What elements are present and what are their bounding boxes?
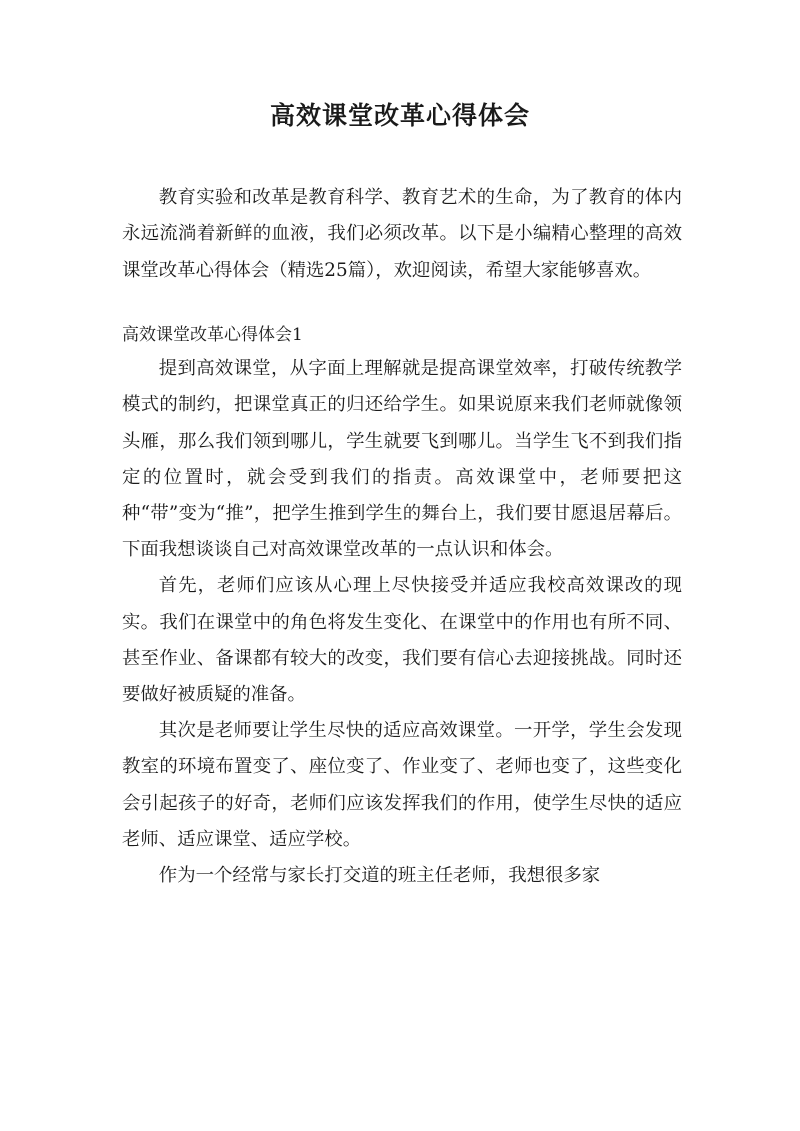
article-section-1 xyxy=(122,321,682,894)
body-paragraph-1: 提到高效课堂，从字面上理解就是提高课堂效率，打破传统教学模式的制约，把课堂真正的归还给学生。如果说原来我们老师就像领头雁，那么我们领到哪儿，学生就要飞到哪儿。当学生飞不到我们指定的位置时，就会受到我们的指责。高效课堂中，老师要把这种“带”变为“推”，把学生推到学生的舞台上，我们要甘愿退居幕后。下面我想谈谈自己对高效课堂改革的一点认识和体会。 xyxy=(122,358,682,561)
document-title: 高效课堂改革心得体会 xyxy=(269,101,530,130)
section-heading: 高效课堂改革心得体会1 xyxy=(122,325,303,346)
body-paragraph-4: 作为一个经常与家长打交道的班主任老师，我想很多家 xyxy=(158,865,601,887)
intro-paragraph: 教育实验和改革是教育科学、教育艺术的生命，为了教育的体内永远流淌着新鲜的血液，我们必须改革。以下是小编精心整理的高效课堂改革心得体会（精选25篇），欢迎阅读，希望大家能够喜欢。 xyxy=(122,187,682,281)
document-body xyxy=(122,180,682,894)
body-paragraph-2: 首先，老师们应该从心理上尽快接受并适应我校高效课改的现实。我们在课堂中的角色将发生变化、在课堂中的作用也有所不同、甚至作业、备课都有较大的改变，我们要有信心去迎接挑战。同时还要做好被质疑的准备。 xyxy=(122,575,682,706)
body-paragraph-3: 其次是老师要让学生尽快的适应高效课堂。一开学，学生会发现教室的环境布置变了、座位变了、作业变了、老师也变了，这些变化会引起孩子的好奇，老师们应该发挥我们的作用，使学生尽快的适应老师、适应课堂、适应学校。 xyxy=(122,720,682,850)
